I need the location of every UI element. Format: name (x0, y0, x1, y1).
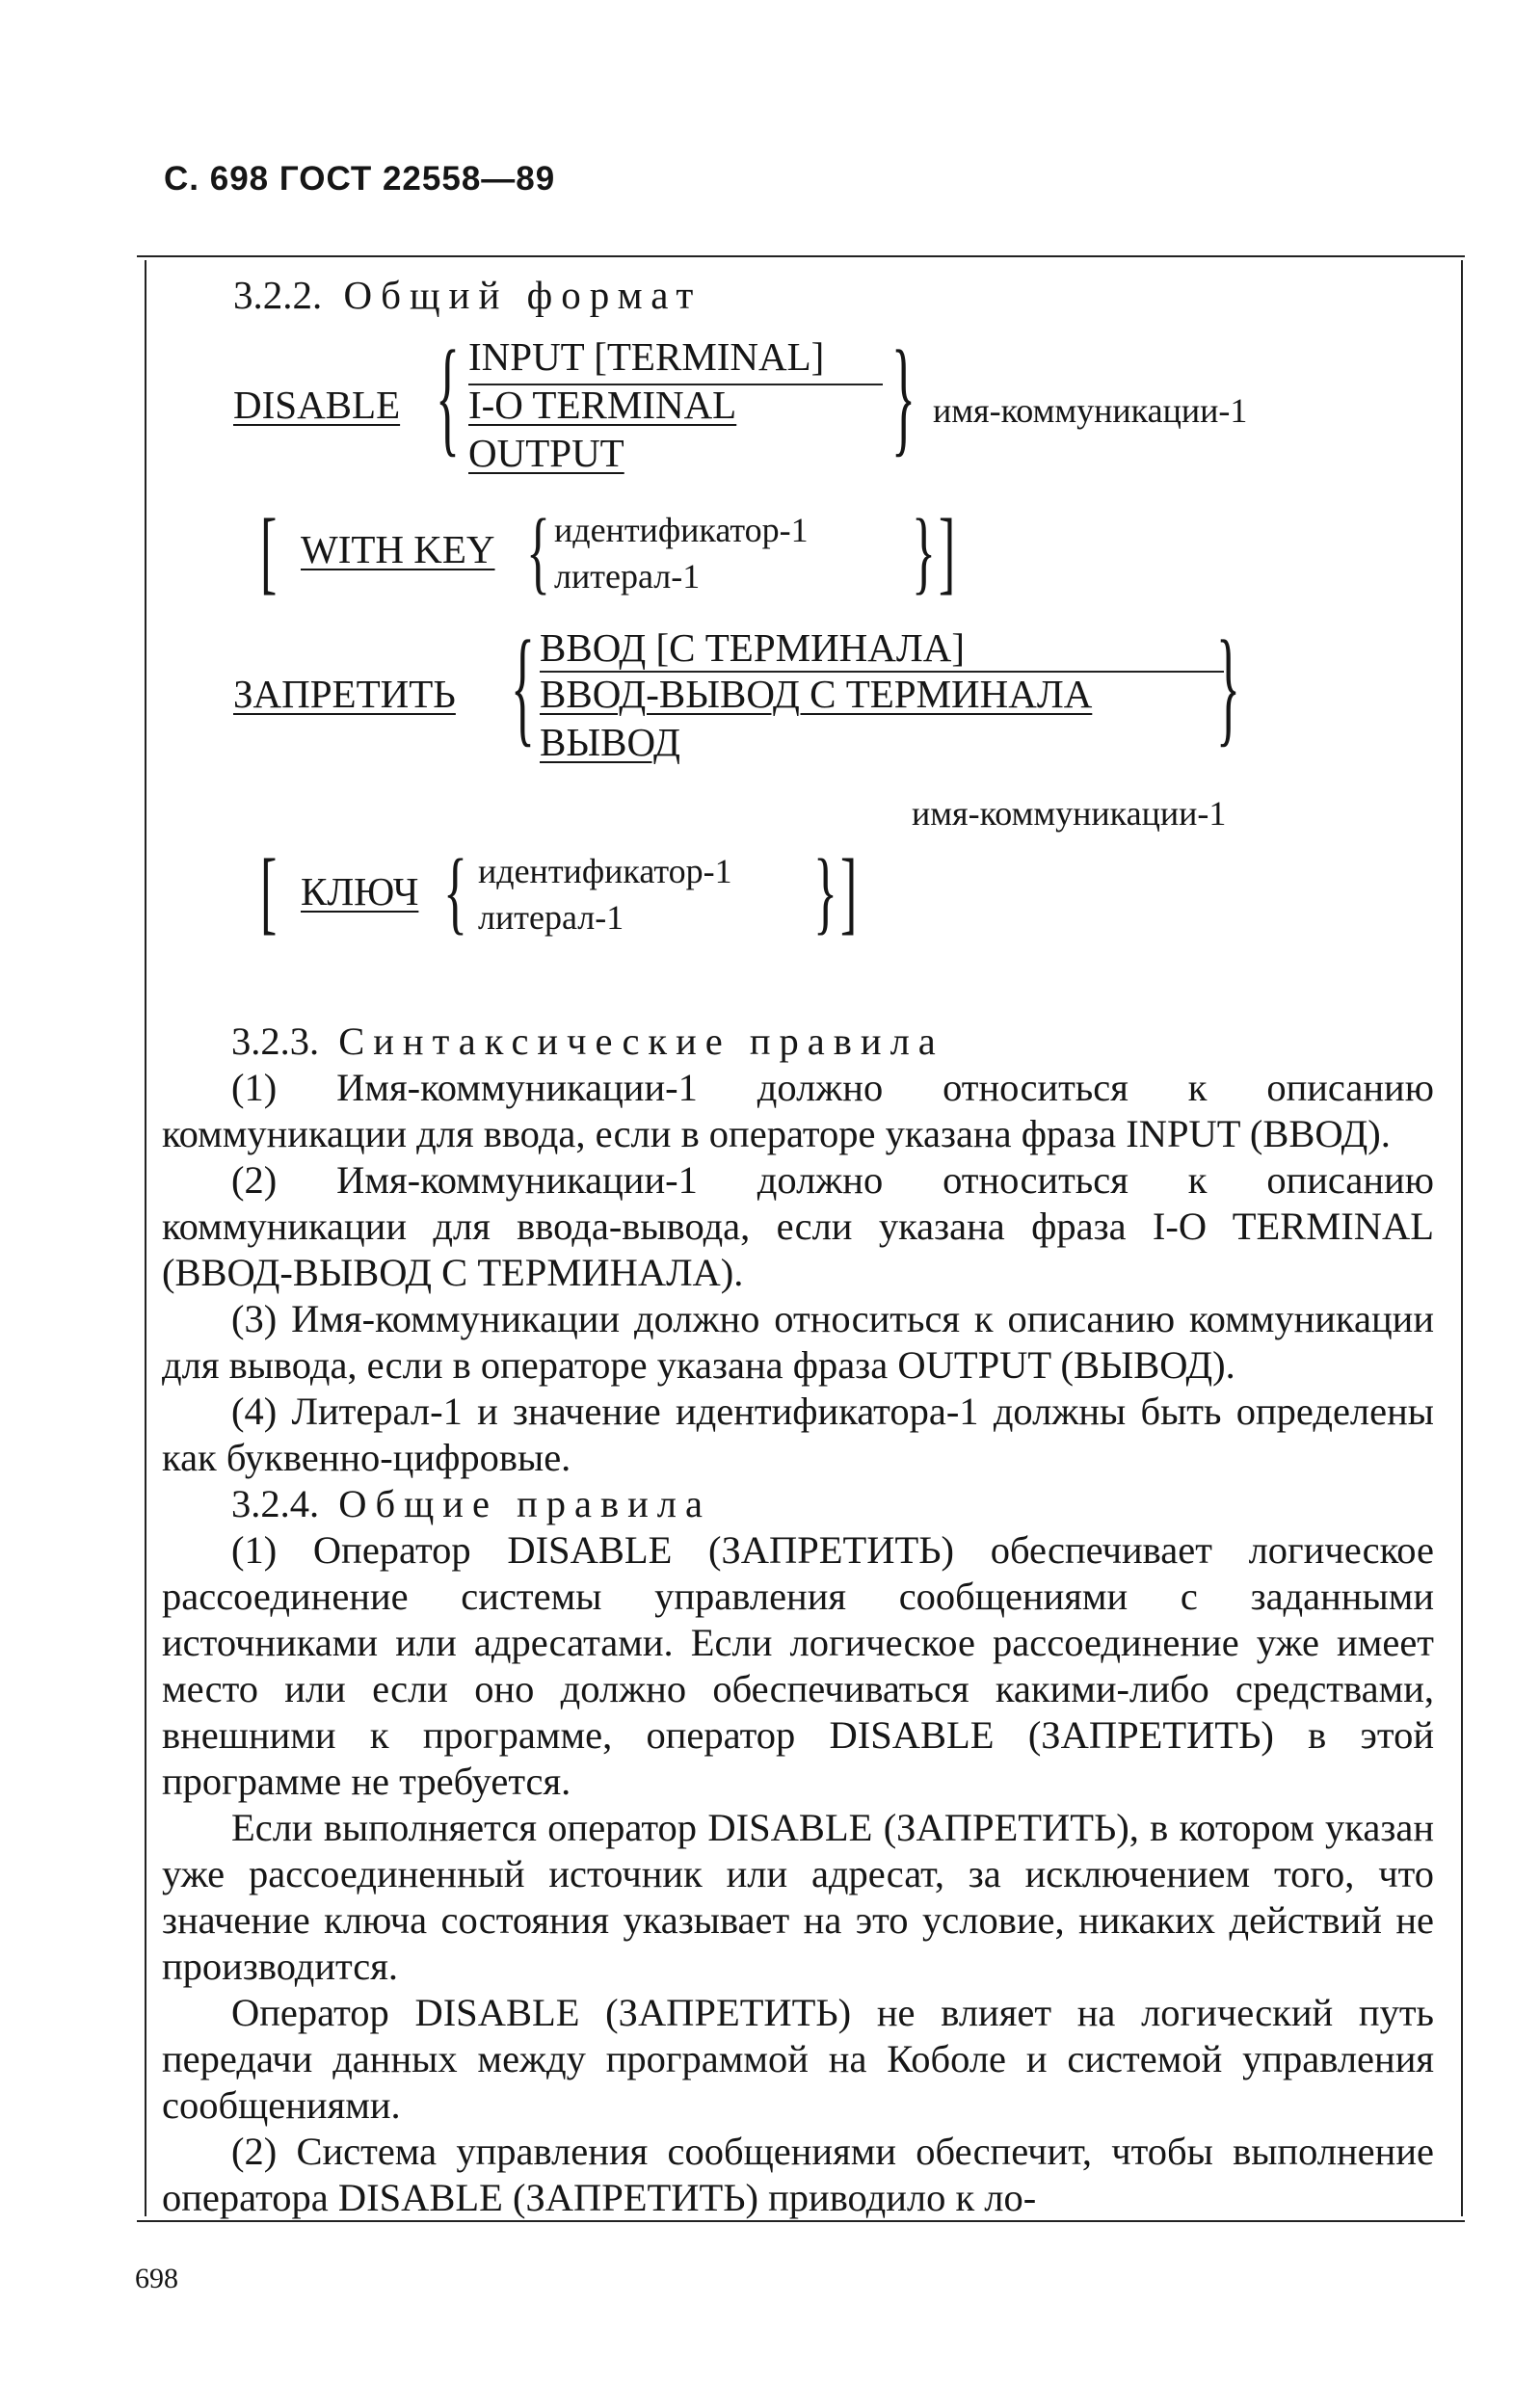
zapretit-option-vvod-vyvod: ВВОД-ВЫВОД С ТЕРМИНАЛА (540, 672, 1093, 716)
syntax-rule-2: (2) Имя-коммуникации-1 должно относиться к описанию коммуникации для ввода-вывода, если указана фраза I-O TERMINAL (ВВОД-ВЫВОД С ТЕРМИНАЛА). (162, 1158, 1434, 1294)
disable-option-input: INPUT [TERMINAL] (468, 334, 825, 379)
general-paragraph-4: (2) Система управления сообщениями обеспечит, чтобы выполнение оператора DISABLE (ЗАПРЕТИТЬ) приводило к ло- (162, 2130, 1434, 2219)
zapretit-keyword: ЗАПРЕТИТЬ (233, 672, 456, 716)
left-bracket: [ (260, 842, 278, 944)
page-header: С. 698 ГОСТ 22558—89 (164, 160, 556, 198)
disable-keyword: DISABLE (233, 383, 401, 427)
general-paragraph-3: Оператор DISABLE (ЗАПРЕТИТЬ) не влияет на логический путь передачи данных между программой на Коболе и системой управления сообщениями. (162, 1991, 1434, 2127)
general-title: Общие правила (338, 1482, 711, 1525)
left-bracket: [ (260, 502, 278, 604)
comm-name: имя-коммуникации-1 (933, 391, 1248, 430)
disable-option-output: OUTPUT (468, 431, 624, 475)
klyuch-option-identifier: идентификатор-1 (478, 852, 732, 890)
key-option-literal: литерал-1 (554, 557, 701, 596)
left-brace: { (443, 842, 467, 944)
zapretit-option-vyvod: ВЫВОД (540, 720, 680, 764)
left-brace: { (526, 502, 550, 604)
right-brace: } (1216, 617, 1240, 760)
syntax-heading (162, 1019, 1434, 1065)
format-heading (233, 273, 703, 317)
right-brace: } (813, 842, 837, 944)
left-brace: { (436, 327, 460, 470)
right-bracket: ] (840, 842, 858, 944)
format-title: Общий формат (343, 273, 703, 317)
general-heading (162, 1481, 1434, 1527)
body-text (162, 1019, 1434, 2221)
right-bracket: ] (939, 502, 956, 604)
left-brace: { (511, 617, 535, 760)
klyuch-keyword: КЛЮЧ (301, 869, 419, 914)
syntax-title: Синтаксические правила (338, 1020, 944, 1063)
general-section-number: 3.2.4. (231, 1482, 320, 1525)
syntax-rule-1: (1) Имя-коммуникации-1 должно относиться к описанию коммуникации для ввода, если в операторе указана фраза INPUT (ВВОД). (162, 1066, 1434, 1155)
syntax-section-number: 3.2.3. (231, 1020, 320, 1063)
frame-right-rule (1461, 260, 1463, 2216)
disable-option-io-terminal: I-O TERMINAL (468, 383, 737, 427)
page-number: 698 (135, 2263, 178, 2294)
format-section-number: 3.2.2. (233, 273, 323, 317)
klyuch-option-literal: литерал-1 (478, 898, 624, 937)
comm-name-ru: имя-коммуникации-1 (912, 794, 1227, 833)
syntax-rule-4: (4) Литерал-1 и значение идентификатора-1 должны быть определены как буквенно-цифровые. (162, 1390, 1434, 1479)
frame-left-rule (145, 260, 146, 2216)
general-paragraph-2: Если выполняется оператор DISABLE (ЗАПРЕТИТЬ), в котором указан уже рассоединенный источник или адресат, за исключением того, что значение ключа состояния указывает на это условие, никаких действий не производится. (162, 1806, 1434, 1988)
key-option-identifier: идентификатор-1 (554, 511, 809, 549)
frame-top-rule (137, 255, 1465, 257)
right-brace: } (891, 327, 916, 470)
right-brace: } (912, 502, 936, 604)
syntax-rule-3: (3) Имя-коммуникации должно относиться к описанию коммуникации для вывода, если в операторе указана фраза OUTPUT (ВЫВОД). (162, 1297, 1434, 1387)
general-paragraph-1: (1) Оператор DISABLE (ЗАПРЕТИТЬ) обеспечивает логическое рассоединение системы управления сообщениями с заданными источниками или адресатами. Если логическое рассоединение уже имеет место или если оно должно обеспечиваться какими-либо средствами, внешними к программе, оператор DISABLE (ЗАПРЕТИТЬ) в этой программе не требуется. (162, 1528, 1434, 1803)
zapretit-option-vvod: ВВОД [С ТЕРМИНАЛА] (540, 625, 965, 670)
with-key-keyword: WITH KEY (301, 527, 495, 571)
